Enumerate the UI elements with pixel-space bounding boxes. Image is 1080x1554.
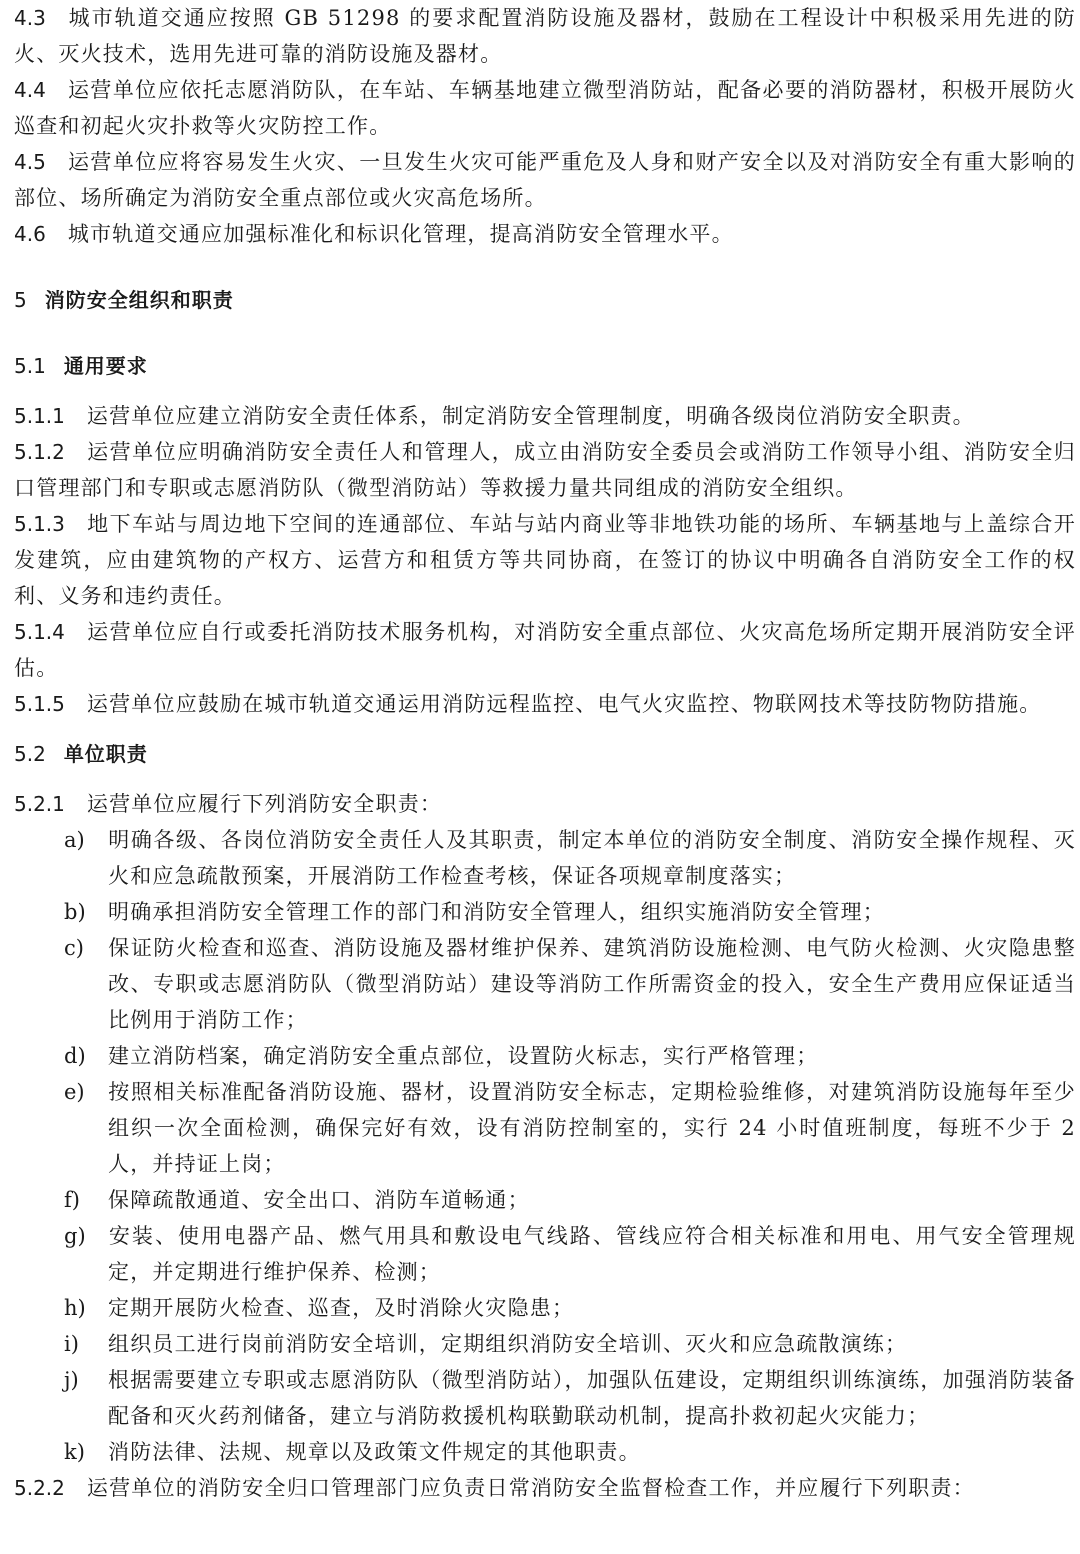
clause-4-3 [14,0,1076,72]
list-item-text: 明确承担消防安全管理工作的部门和消防安全管理人，组织实施消防安全管理； [108,900,885,924]
list-item-text: 组织员工进行岗前消防安全培训，定期组织消防安全培训、灭火和应急疏散演练； [108,1332,908,1356]
section-number: 5.1 [14,354,46,378]
clause-text: 城市轨道交通应加强标准化和标识化管理，提高消防安全管理水平。 [67,222,734,246]
list-marker: e) [64,1080,85,1104]
clause-text: 地下车站与周边地下空间的连通部位、车站与站内商业等非地铁功能的场所、车辆基地与上盖综合开发建筑，应由建筑物的产权方、运营方和租赁方等共同协商，在签订的协议中明确各自消防安全工作的权利、义务和违约责任。 [14,512,1076,608]
list-marker: a) [64,828,85,852]
section-heading-5-2 [14,736,1076,772]
document-page [14,0,1076,1506]
list-item-text: 定期开展防火检查、巡查，及时消除火灾隐患； [108,1296,575,1320]
list-marker: h) [64,1296,86,1320]
section-title: 单位职责 [63,742,148,766]
clause-number: 5.1.5 [14,692,65,716]
list-item-text: 安装、使用电器产品、燃气用具和敷设电气线路、管线应符合相关标准和用电、用气安全管理规定，并定期进行维护保养、检测； [108,1224,1076,1284]
list-marker: d) [64,1044,86,1068]
duty-list [14,822,1076,1470]
clause-number: 4.6 [14,222,46,246]
clause-text: 运营单位的消防安全归口管理部门应负责日常消防安全监督检查工作，并应履行下列职责： [86,1476,975,1500]
clause-number: 4.3 [14,6,46,30]
clause-5-1-1 [14,398,1076,434]
list-marker: f) [64,1188,80,1212]
list-item [14,1038,1076,1074]
clause-text: 城市轨道交通应按照 GB 51298 的要求配置消防设施及器材，鼓励在工程设计中积极采用先进的防火、灭火技术，选用先进可靠的消防设施及器材。 [14,6,1076,66]
list-item-text: 消防法律、法规、规章以及政策文件规定的其他职责。 [108,1440,641,1464]
list-item [14,1074,1076,1182]
list-marker: i) [64,1332,79,1356]
section-heading-5-1 [14,348,1076,384]
list-item-text: 明确各级、各岗位消防安全责任人及其职责，制定本单位的消防安全制度、消防安全操作规程、灭火和应急疏散预案，开展消防工作检查考核，保证各项规章制度落实； [108,828,1076,888]
list-item [14,1326,1076,1362]
clause-5-2-2 [14,1470,1076,1506]
list-item-text: 建立消防档案，确定消防安全重点部位，设置防火标志，实行严格管理； [108,1044,819,1068]
clause-number: 4.5 [14,150,46,174]
clause-number: 5.1.3 [14,512,65,536]
clause-5-1-3 [14,506,1076,614]
clause-number: 4.4 [14,78,46,102]
clause-text: 运营单位应自行或委托消防技术服务机构，对消防安全重点部位、火灾高危场所定期开展消防安全评估。 [14,620,1076,680]
list-marker: k) [64,1440,85,1464]
clause-5-1-2 [14,434,1076,506]
clause-4-5 [14,144,1076,216]
clause-text: 运营单位应鼓励在城市轨道交通运用消防远程监控、电气火灾监控、物联网技术等技防物防措施。 [86,692,1042,716]
clause-number: 5.2.2 [14,1476,65,1500]
list-item-text: 按照相关标准配备消防设施、器材，设置消防安全标志，定期检验维修，对建筑消防设施每年至少组织一次全面检测，确保完好有效，设有消防控制室的，实行 24 小时值班制度，每班不少于 2 人，并持证上岗； [108,1080,1076,1176]
list-marker: c) [64,936,84,960]
list-item-text: 保障疏散通道、安全出口、消防车道畅通； [108,1188,530,1212]
list-marker: j) [64,1368,79,1392]
list-item [14,1290,1076,1326]
list-item [14,1434,1076,1470]
list-item [14,1182,1076,1218]
clause-text: 运营单位应依托志愿消防队，在车站、车辆基地建立微型消防站，配备必要的消防器材，积极开展防火巡查和初起火灾扑救等火灾防控工作。 [14,78,1076,138]
section-title: 通用要求 [63,354,148,378]
list-marker: g) [64,1224,86,1248]
clause-number: 5.1.1 [14,404,65,428]
section-number: 5 [14,288,27,312]
clause-number: 5.2.1 [14,792,65,816]
clause-text: 运营单位应履行下列消防安全职责： [86,792,443,816]
list-item [14,930,1076,1038]
clause-5-2-1 [14,786,1076,822]
list-marker: b) [64,900,86,924]
clause-4-6 [14,216,1076,252]
clause-number: 5.1.2 [14,440,65,464]
clause-text: 运营单位应建立消防安全责任体系，制定消防安全管理制度，明确各级岗位消防安全职责。 [86,404,975,428]
list-item [14,822,1076,894]
clause-text: 运营单位应将容易发生火灾、一旦发生火灾可能严重危及人身和财产安全以及对消防安全有重大影响的部位、场所确定为消防安全重点部位或火灾高危场所。 [14,150,1076,210]
clause-4-4 [14,72,1076,144]
section-heading-5 [14,282,1076,318]
section-number: 5.2 [14,742,46,766]
list-item-text: 根据需要建立专职或志愿消防队（微型消防站），加强队伍建设，定期组织训练演练，加强消防装备配备和灭火药剂储备，建立与消防救援机构联勤联动机制，提高扑救初起火灾能力； [108,1368,1076,1428]
list-item [14,1218,1076,1290]
list-item [14,1362,1076,1434]
list-item-text: 保证防火检查和巡查、消防设施及器材维护保养、建筑消防设施检测、电气防火检测、火灾隐患整改、专职或志愿消防队（微型消防站）建设等消防工作所需资金的投入，安全生产费用应保证适当比例用于消防工作； [108,936,1076,1032]
clause-number: 5.1.4 [14,620,65,644]
clause-5-1-5 [14,686,1076,722]
clause-text: 运营单位应明确消防安全责任人和管理人，成立由消防安全委员会或消防工作领导小组、消防安全归口管理部门和专职或志愿消防队（微型消防站）等救援力量共同组成的消防安全组织。 [14,440,1076,500]
section-title: 消防安全组织和职责 [44,288,234,312]
list-item [14,894,1076,930]
clause-5-1-4 [14,614,1076,686]
